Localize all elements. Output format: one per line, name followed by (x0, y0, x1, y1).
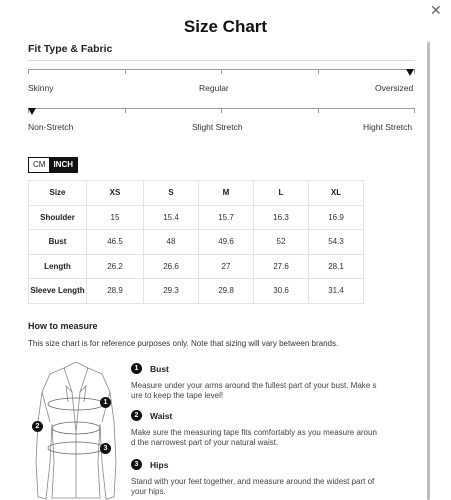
page-title: Size Chart (183, 17, 268, 36)
step-3-desc-line2: your hips. (131, 487, 166, 496)
jacket-outline-icon (36, 362, 116, 499)
table-header-cell: L (254, 181, 309, 206)
table-cell: 16.3 (254, 205, 309, 230)
step-1-badge: 1 (131, 363, 142, 374)
unit-cm-button[interactable]: CM (33, 160, 46, 169)
jacket-measure-figure (28, 362, 124, 500)
step-1-desc-line2: ure to keep the tape level! (131, 391, 224, 400)
fit-label-skinny: Skinny (28, 83, 54, 93)
fit-section-title: Fit Type & Fabric (28, 43, 113, 55)
fabric-label-non-stretch: Non-Stretch (28, 122, 74, 132)
figure-marker-bust: 1 (100, 397, 111, 408)
fit-section-divider (28, 60, 415, 61)
unit-inch-button[interactable]: INCH (49, 158, 77, 172)
table-cell: 15 (87, 205, 144, 230)
step-2-badge: 2 (131, 410, 142, 421)
step-2-desc-line2: d the narrowest part of your natural waist. (131, 438, 279, 447)
table-cell: 26.6 (144, 254, 199, 279)
reference-note: This size chart is for reference purposes only. Note that sizing will vary between brands. (28, 339, 339, 348)
table-cell: 30.6 (254, 279, 309, 304)
table-row (29, 279, 364, 304)
table-row-label: Shoulder (29, 205, 87, 230)
close-icon[interactable]: ✕ (430, 2, 442, 18)
step-1-title: Bust (150, 364, 169, 374)
fabric-scale-tick (125, 108, 126, 113)
table-cell: 49.6 (199, 230, 254, 255)
table-cell: 31.4 (309, 279, 364, 304)
figure-marker-waist: 2 (32, 421, 43, 432)
table-header-cell: S (144, 181, 199, 206)
fit-scale-tick (125, 69, 126, 74)
step-2-title: Waist (150, 411, 173, 421)
table-cell: 28.9 (87, 279, 144, 304)
table-cell: 28.1 (309, 254, 364, 279)
table-cell: 15.4 (144, 205, 199, 230)
how-to-measure-title: How to measure (28, 321, 98, 331)
figure-marker-hips: 3 (100, 443, 111, 454)
fabric-selected-marker-icon (28, 108, 36, 115)
table-cell: 29.3 (144, 279, 199, 304)
step-1-desc-line1: Measure under your arms around the fullest part of your bust. Make s (131, 381, 377, 390)
unit-toggle (28, 157, 78, 173)
fabric-label-hight-stretch: Hight Stretch (363, 122, 413, 132)
fabric-scale-tick (318, 108, 319, 113)
bust-measure-line (48, 398, 104, 410)
table-cell: 29.8 (199, 279, 254, 304)
table-header-row (29, 181, 364, 206)
table-cell: 52 (254, 230, 309, 255)
table-cell: 46.5 (87, 230, 144, 255)
table-header-cell: M (199, 181, 254, 206)
fabric-scale-tick (414, 108, 415, 113)
fit-selected-marker-icon (406, 69, 414, 76)
table-row-label: Sleeve Length (29, 279, 87, 304)
fabric-label-slight-stretch: Slight Stretch (192, 122, 243, 132)
table-cell: 15.7 (199, 205, 254, 230)
size-chart-table (28, 180, 364, 304)
table-cell: 54.3 (309, 230, 364, 255)
table-header-cell: XS (87, 181, 144, 206)
step-3-badge: 3 (131, 459, 142, 470)
fit-scale-tick (318, 69, 319, 74)
table-cell: 48 (144, 230, 199, 255)
table-row (29, 254, 364, 279)
step-2-desc-line1: Make sure the measuring tape fits comfortably as you measure aroun (131, 428, 377, 437)
step-3-desc-line1: Stand with your feet together, and measure around the widest part of (131, 477, 375, 486)
fit-scale-tick (28, 69, 29, 74)
table-header-cell: Size (29, 181, 87, 206)
fit-label-oversized: Oversized (375, 83, 414, 93)
table-row (29, 205, 364, 230)
scrollbar-thumb[interactable] (427, 42, 430, 500)
table-cell: 16.9 (309, 205, 364, 230)
table-cell: 27.6 (254, 254, 309, 279)
table-row-label: Bust (29, 230, 87, 255)
table-row (29, 230, 364, 255)
table-row-label: Length (29, 254, 87, 279)
fabric-scale-tick (221, 108, 222, 113)
table-cell: 26.2 (87, 254, 144, 279)
table-cell: 27 (199, 254, 254, 279)
fit-label-regular: Regular (199, 83, 229, 93)
table-header-cell: XL (309, 181, 364, 206)
step-3-title: Hips (150, 460, 169, 470)
fit-scale-tick (414, 69, 415, 74)
fit-scale-tick (221, 69, 222, 74)
